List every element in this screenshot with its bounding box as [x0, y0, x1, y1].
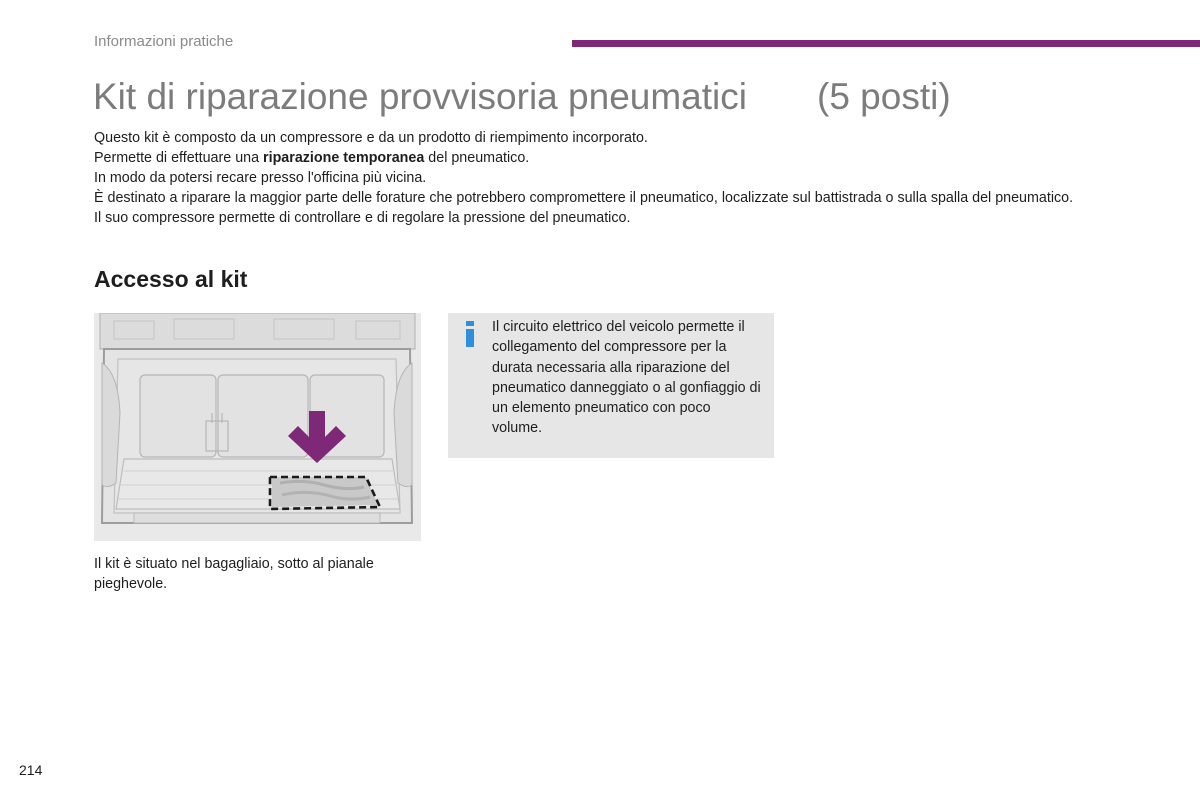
page-title-suffix: (5 posti)	[817, 76, 951, 117]
intro-line-2-end: del pneumatico.	[424, 150, 530, 166]
section-heading: Accesso al kit	[94, 266, 248, 292]
page-title	[93, 76, 951, 118]
page-number: 214	[19, 762, 43, 778]
intro-line-2-bold: riparazione temporanea	[263, 150, 425, 166]
header-accent-bar	[572, 40, 1200, 47]
section-label: Informazioni pratiche	[94, 33, 234, 50]
intro-line-3: In modo da potersi recare presso l'officina più vicina.	[94, 170, 427, 186]
intro-line-1: Questo kit è composto da un compressore e da un prodotto di riempimento incorporato.	[94, 130, 648, 146]
info-text: Il circuito elettrico del veicolo permette il collegamento del compressore per la durata necessaria alla riparazione del pneumatico danneggiato o al gonfiaggio di un elemento pneumatico con poco volume.	[492, 319, 761, 437]
intro-line-2-start: Permette di effettuare una	[94, 150, 264, 166]
illustration-caption: Il kit è situato nel bagagliaio, sotto al pianale pieghevole.	[94, 556, 374, 592]
info-icon	[462, 321, 478, 347]
info-box	[448, 313, 774, 458]
intro-line-2	[94, 148, 1084, 168]
intro-line-4: È destinato a riparare la maggior parte delle forature che potrebbero compromettere il pneumatico, localizzate sul battistrada o sulla spalla del pneumatico.	[94, 190, 1074, 206]
intro-line-5: Il suo compressore permette di controllare e di regolare la pressione del pneumatico.	[94, 210, 631, 226]
trunk-illustration-svg	[94, 313, 421, 541]
intro-text	[94, 128, 1084, 228]
page-title-main: Kit di riparazione provvisoria pneumatici	[93, 76, 747, 117]
trunk-floor-location-illustration	[94, 313, 421, 541]
